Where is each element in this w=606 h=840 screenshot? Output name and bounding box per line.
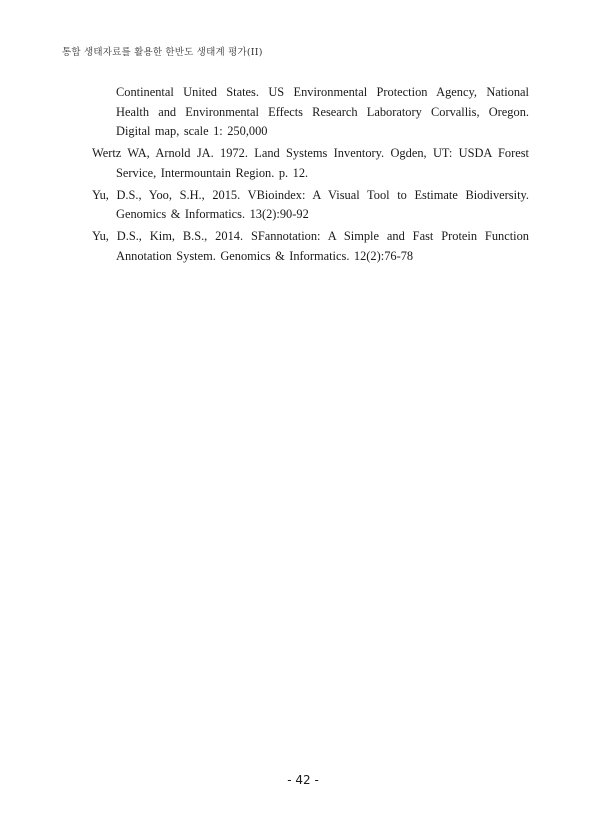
- reference-entry: Continental United States. US Environmental Protection Agency, National Health and Environmental Effects Research Laboratory Corvallis, Oregon. Digital map, scale 1: 250,000: [116, 85, 529, 138]
- reference-entry: Yu, D.S., Yoo, S.H., 2015. VBioindex: A Visual Tool to Estimate Biodiversity. Genomics & Informatics. 13(2):90-92: [92, 187, 529, 221]
- page-number: - 42 -: [287, 773, 319, 787]
- reference-list: [92, 83, 529, 269]
- reference-entry: Yu, D.S., Kim, B.S., 2014. SFannotation: A Simple and Fast Protein Function Annotation System. Genomics & Informatics. 12(2):76-78: [92, 229, 529, 263]
- running-header: 통합 생태자료를 활용한 한반도 생태계 평가(II): [62, 47, 263, 58]
- reference-entry: Wertz WA, Arnold JA. 1972. Land Systems Inventory. Ogden, UT: USDA Forest Service, Intermountain Region. p. 12.: [92, 146, 529, 180]
